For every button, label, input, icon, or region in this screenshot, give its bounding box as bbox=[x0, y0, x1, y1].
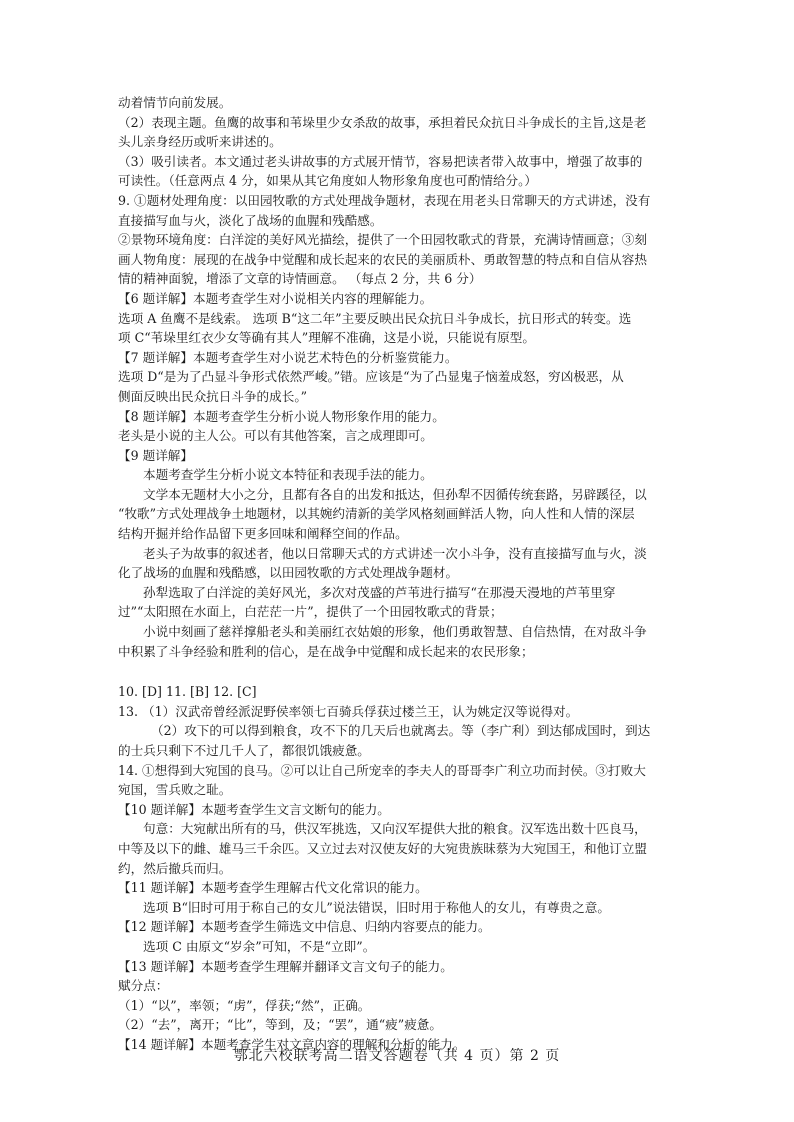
text-line: 【8 题详解】本题考查学生分析小说人物形象作用的能力。 bbox=[118, 408, 445, 424]
text-line: 选项 C 由原文“岁余”可知，不是“立即”。 bbox=[143, 938, 376, 954]
text-line: 老头子为故事的叙述者，他以日常聊天式的方式讲述一次小斗争，没有直接描写血与火，淡 bbox=[143, 545, 647, 561]
text-line: 10. [D] 11. [B] 12. [C] bbox=[118, 684, 257, 700]
text-line: 选项 B“旧时可用于称自己的女儿”说法错误，旧时用于称他人的女儿，有尊贵之意。 bbox=[143, 899, 610, 915]
text-line: 可读性。（任意两点 4 分，如果从其它角度如人物形象角度也可酌情给分。） bbox=[118, 173, 538, 189]
text-line: 过”“太阳照在水面上，白茫茫一片”，提供了一个田园牧歌式的背景； bbox=[118, 604, 503, 620]
text-line: 【11 题详解】本题考查学生理解古代文化常识的能力。 bbox=[118, 880, 428, 896]
text-line: 的士兵只剩下不过几千人了，都很饥饿疲惫。 bbox=[118, 743, 370, 758]
text-line: 直接描写血与火，淡化了战场的血腥和残酷感。 bbox=[118, 212, 383, 228]
text-line: 项 C“苇垛里红衣少女等确有其人”理解不准确，这是小说，只能说有原型。 bbox=[118, 330, 535, 346]
text-line: 情的精神面貌，增添了文章的诗情画意。 （每点 2 分，共 6 分） bbox=[118, 271, 482, 287]
text-line: 老头是小说的主人公。可以有其他答案，言之成理即可。 bbox=[118, 428, 433, 444]
text-line: 侧面反映出民众抗日斗争的成长。” bbox=[118, 388, 308, 404]
text-line: （3）吸引读者。本文通过老头讲故事的方式展开情节，容易把读者带入故事中，增强了故事的 bbox=[118, 153, 643, 169]
text-line: 句意：大宛献出所有的马，供汉军挑选，又向汉军提供大批的粮食。汉军选出数十匹良马， bbox=[143, 821, 647, 837]
text-line: 9. ①题材处理角度：以田园牧歌的方式处理战争题材，表现在用老头日常聊天的方式讲述，没有 bbox=[118, 192, 651, 208]
text-line: 赋分点： bbox=[118, 978, 169, 994]
text-line: 宛国，雪兵败之耻。 bbox=[118, 782, 232, 798]
text-line: 14. ①想得到大宛国的良马。②可以让自己所宠幸的李夫人的哥哥李广利立功而封侯。③打败大 bbox=[118, 762, 646, 778]
text-line: 选项 A 鱼鹰不是线索。 选项 B“这二年”主要反映出民众抗日斗争成长，抗日形式的转变。选 bbox=[118, 310, 632, 326]
text-line: 头儿亲身经历或听来讲述的。 bbox=[118, 134, 282, 150]
text-line: 结构开掘并给作品留下更多回味和阐释空间的作品。 bbox=[118, 526, 408, 542]
text-line: “牧歌”方式处理战争土地题材，以其婉约清新的美学风格刻画鲜活人物，向人性和人情的深层 bbox=[118, 506, 635, 522]
text-line: 13. （1）汉武帝曾经派浞野侯率领七百骑兵俘获过楼兰王，认为姚定汉等说得对。 bbox=[118, 703, 579, 719]
text-line: 文学本无题材大小之分，且都有各自的出发和抵达，但孙犁不因循传统套路，另辟蹊径，以 bbox=[143, 486, 647, 502]
text-line: 【6 题详解】本题考查学生对小说相关内容的理解能力。 bbox=[118, 290, 433, 306]
text-line: 化了战场的血腥和残酷感，以田园牧歌的方式处理战争题材。 bbox=[118, 565, 459, 581]
text-line: 动着情节向前发展。 bbox=[118, 95, 232, 110]
text-line: 【7 题详解】本题考查学生对小说艺术特色的分析鉴赏能力。 bbox=[118, 349, 458, 365]
text-line: （2）攻下的可以得到粮食，攻不下的几天后也就离去。等（李广利）到达郁成国时，到达 bbox=[151, 723, 651, 739]
answer-text-body bbox=[118, 93, 688, 1055]
text-line: 中等及以下的雌、雄马三千余匹。又立过去对汉使友好的大宛贵族昧蔡为大宛国王，和他订立盟 bbox=[118, 840, 647, 856]
text-line: （1）“以”，率领；“虏”，俘获;“然”，正确。 bbox=[118, 997, 371, 1013]
text-line: 【14 题详解】本题考查学生对文章内容的理解和分析的能力。 bbox=[118, 1036, 466, 1052]
text-line: 画人物角度：展现的在战争中觉醒和成长起来的农民的美丽质朴、勇敢智慧的特点和自信从容热 bbox=[118, 251, 647, 267]
text-line: （2）“去”，离开；“比”，等到，及；“罢”，通“疲”疲惫。 bbox=[118, 1017, 442, 1033]
text-line: 本题考查学生分析小说文本特征和表现手法的能力。 bbox=[143, 467, 433, 483]
text-line: 【9 题详解】 bbox=[118, 447, 193, 463]
text-line: 【12 题详解】本题考查学生筛选文中信息、归纳内容要点的能力。 bbox=[118, 919, 491, 935]
text-line: 【10 题详解】本题考查学生文言文断句的能力。 bbox=[118, 801, 390, 817]
page-footer: 鄂北六校联考高二语文答题卷（共 4 页）第 2 页 bbox=[233, 1048, 561, 1064]
text-line: 选项 D“是为了凸显斗争形式依然严峻。”错。应该是“为了凸显鬼子恼羞成怒，穷凶极恶，从 bbox=[118, 369, 624, 385]
text-line: ②景物环境角度：白洋淀的美好风光描绘，提供了一个田园牧歌式的背景，充满诗情画意；③刻 bbox=[118, 232, 647, 248]
text-line: 约，然后撤兵而归。 bbox=[118, 860, 232, 876]
text-line: 【13 题详解】本题考查学生理解并翻译文言文句子的能力。 bbox=[118, 958, 453, 974]
text-line: （2）表现主题。鱼鹰的故事和苇垛里少女杀敌的故事，承担着民众抗日斗争成长的主旨,这是老 bbox=[118, 114, 647, 130]
text-line: 孙犁选取了白洋淀的美好风光，多次对茂盛的芦苇进行描写“在那漫天漫地的芦苇里穿 bbox=[143, 584, 616, 600]
text-line: 小说中刻画了慈祥撑船老头和美丽红衣姑娘的形象，他们勇敢智慧、自信热情，在对敌斗争 bbox=[143, 624, 647, 640]
text-line: 中积累了斗争经验和胜利的信心，是在战争中觉醒和成长起来的农民形象； bbox=[118, 643, 534, 659]
blank-line bbox=[118, 661, 688, 682]
